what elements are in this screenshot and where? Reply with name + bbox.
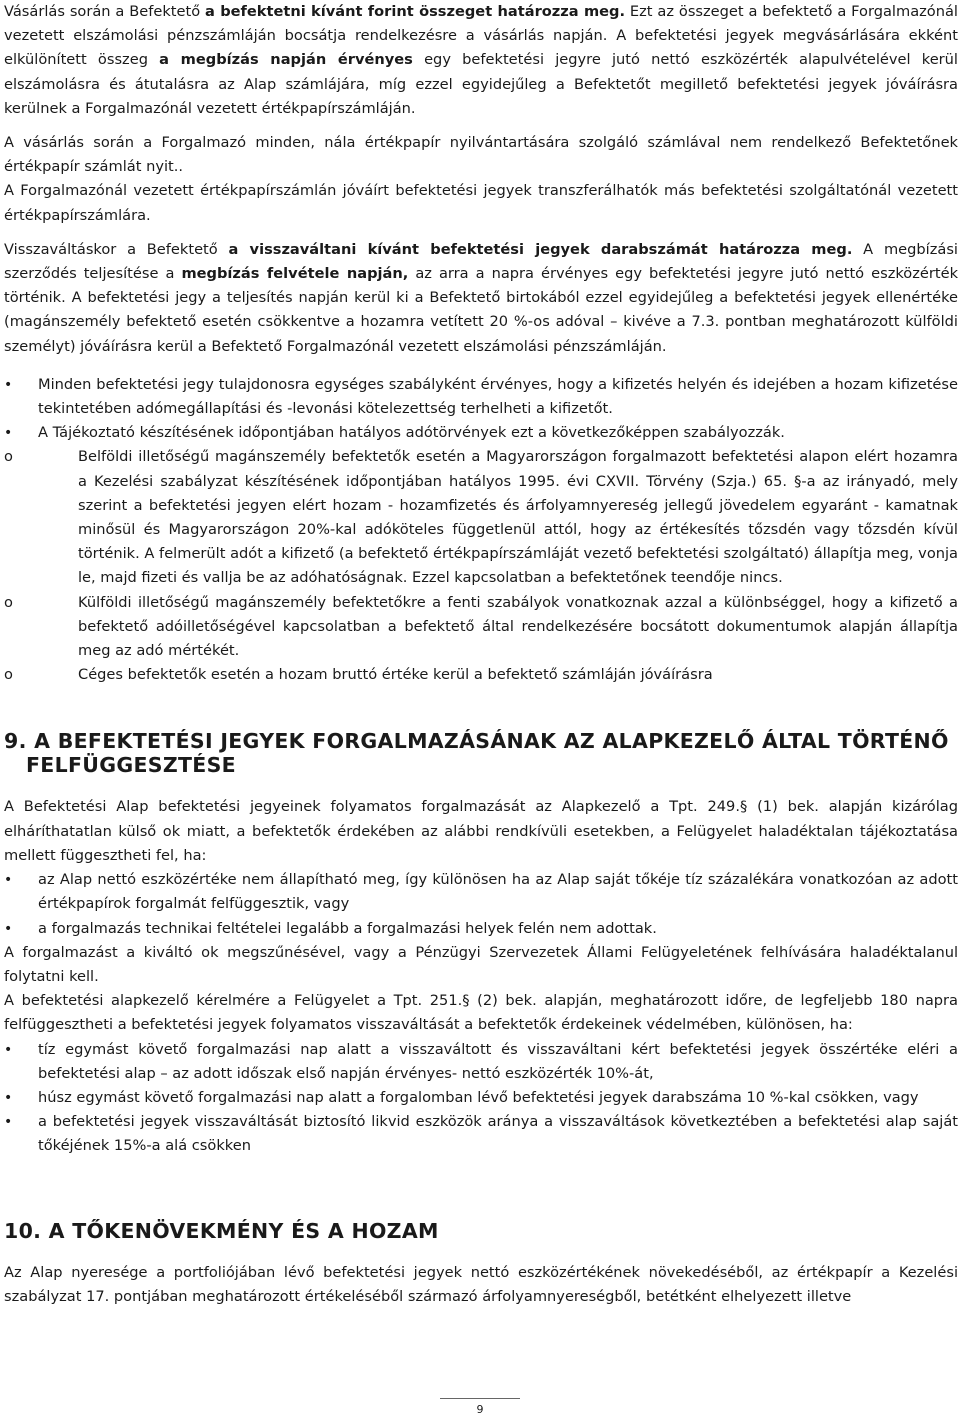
bullet-marker: • <box>4 1041 13 1058</box>
sub-list-item: o Külföldi illetőségű magánszemély befektetőkre a fenti szabályok vonatkoznak azzal a különbséggel, hogy a kifizető a befektető adóilletőségével kapcsolatban a befektető által rendelkezésére bocsátott dokumentumok alapján állapítja meg az adó mértékét. <box>4 591 958 664</box>
document-page <box>4 0 958 1309</box>
page-number: 9 <box>476 1403 484 1416</box>
list-item: • húsz egymást követő forgalmazási nap alatt a forgalomban lévő befektetési jegyek darabszáma 10 %-kal csökken, vagy <box>4 1086 958 1110</box>
bullet-marker: • <box>4 376 13 393</box>
bullet-marker: • <box>4 1114 13 1131</box>
sub-marker: o <box>4 666 13 684</box>
intro-purchase-paragraph: Vásárlás során a Befektető a befektetni kívánt forint összeget határozza meg. Ezt az összeget a befektető a Forgalmazónál vezetett elszámolási pénzszámláján bocsátja rendelkezésre a vásárlás napján. A befektetési jegyek megvásárlására ekként elkülönített összeg a megbízás napján érvényes egy befektetési jegyre jutó nettó eszközérték alapulvételével kerül elszámolásra és átutalásra az Alap számlájára, míg ezzel egyidejűleg a Befektetőt megillető befektetési jegyek jóváírásra kerülnek a Forgalmazónál vezetett értékpapírszámláján. <box>4 3 958 117</box>
section-9-resume: A forgalmazást a kiváltó ok megszűnésével, vagy a Pénzügyi Szervezetek Állami Felügyeletének felhívására haladéktalanul folytatni kell. <box>4 943 958 985</box>
intro-account-paragraph: A vásárlás során a Forgalmazó minden, nála értékpapír nyilvántartására szolgáló számlával nem rendelkező Befektetőnek értékpapír számlát nyit.. <box>4 134 958 176</box>
sub-marker: o <box>4 448 13 466</box>
list-item: • A Tájékoztató készítésének időpontjában hatályos adótörvények ezt a következőképpen szabályozzák. <box>4 421 958 445</box>
intro-transfer-paragraph: A Forgalmazónál vezetett értékpapírszámlán jóváírt befektetési jegyek transzferálhatók más befektetési szolgáltatónál vezetett értékpapírszámlára. <box>4 182 958 224</box>
list-item: • a befektetési jegyek visszaváltását biztosító likvid eszközök aránya a visszaváltások következtében a befektetési alap saját tőkéjének 15%-a alá csökken <box>4 1110 958 1158</box>
sub-list-item: o Céges befektetők esetén a hozam bruttó értéke kerül a befektető számláján jóváírásra <box>4 663 958 687</box>
bullet-marker: • <box>4 920 13 937</box>
bullet-marker: • <box>4 425 13 442</box>
page-number-rule <box>440 1398 520 1399</box>
list-item: • Minden befektetési jegy tulajdonosra egységes szabályként érvényes, hogy a kifizetés helyén és idejében a hozam kifizetése tekintetében adómegállapítási és -levonási kötelezettség terhelheti a kifizetőt. <box>4 373 958 421</box>
section-10-paragraph: Az Alap nyeresége a portfoliójában lévő befektetési jegyek nettó eszközértékének növekedéséből, az értékpapír a Kezelési szabályzat 17. pontjában meghatározott értékeléséből származó árfolyamnyereségből, betétként elhelyezett illetve <box>4 1263 958 1305</box>
section-9-intro: A Befektetési Alap befektetési jegyeinek folyamatos forgalmazását az Alapkezelő a Tpt. 249.§ (1) bek. alapján kizárólag elháríthatatlan külső ok miatt, a befektetők érdekében az alábbi rendkívüli esetekben, a Felügyelet haladéktalan tájékoztatása mellett függesztheti fel, ha: <box>4 798 958 864</box>
section-10-heading: 10. A TŐKENÖVEKMÉNY ÉS A HOZAM <box>4 1218 439 1243</box>
intro-redemption-paragraph: Visszaváltáskor a Befektető a visszaváltani kívánt befektetési jegyek darabszámát határozza meg. A megbízási szerződés teljesítése a megbízás felvétele napján, az arra a napra érvényes egy befektetési jegyre jutó nettó eszközérték történik. A befektetési jegy a teljesítés napján kerül ki a Befektető birtokából ezzel egyidejűleg a befektetési jegyek ellenértéke (magánszemély befektető esetén csökkentve a hozamra vetített 20 %-os adóval – kivéve a 7.3. pontban meghatározott külföldi személyt) jóváírásra kerül a Befektető Forgalmazónál vezetett elszámolási pénzszámláján. <box>4 240 959 355</box>
list-item: • tíz egymást követő forgalmazási nap alatt a visszaváltott és visszaváltani kért befektetési jegyek összértéke eléri a befektetési alap – az adott időszak első napján érvényes- nettó eszközérték 10%-át, <box>4 1038 958 1086</box>
bullet-marker: • <box>4 872 13 889</box>
bullet-marker: • <box>4 1089 13 1106</box>
section-9-suspension: A befektetési alapkezelő kérelmére a Felügyelet a Tpt. 251.§ (2) bek. alapján, meghatározott időre, de legfeljebb 180 napra felfüggesztheti a befektetési jegyek folyamatos visszaváltását a befektetők érdekeinek védelmében, különösen, ha: <box>4 992 958 1034</box>
tax-bullet-list <box>4 373 958 688</box>
section-9-heading: 9. A BEFEKTETÉSI JEGYEK FORGALMAZÁSÁNAK AZ ALAPKEZELŐ ÁLTAL TÖRTÉNŐ FELFÜGGESZTÉSE <box>4 729 949 778</box>
sub-list-item: o Belföldi illetőségű magánszemély befektetők esetén a Magyarországon forgalmazott befektetési alapon elért hozamra a Kezelési szabályzat készítésének időpontjában hatályos 1995. évi CXVII. Törvény (Szja.) 65. §-a az irányadó, mely szerint a befektetési jegyen elért hozam - hozamfizetés és árfolyamnyereség jellegű jövedelem egyaránt - kamatnak minősül és Magyarországon 20%-kal adóköteles függetlenül attól, hogy az értékesítés tőzsdén vagy tőzsdén kívül történik. A felmerült adót a kifizető (a befektető értékpapírszámláját vezető befektetési szolgáltató) állapítja meg, vonja le, majd fizeti és vallja be az adóhatóságnak. Ezzel kapcsolatban a befektetőnek teendője nincs. <box>4 445 958 590</box>
list-item: • az Alap nettó eszközértéke nem állapítható meg, így különösen ha az Alap saját tőkéje tíz százalékára vonatkozóan az adott értékpapírok forgalmát felfüggesztik, vagy <box>4 868 958 916</box>
sub-marker: o <box>4 593 13 611</box>
list-item: • a forgalmazás technikai feltételei legalább a forgalmazási helyek felén nem adottak. <box>4 917 958 941</box>
